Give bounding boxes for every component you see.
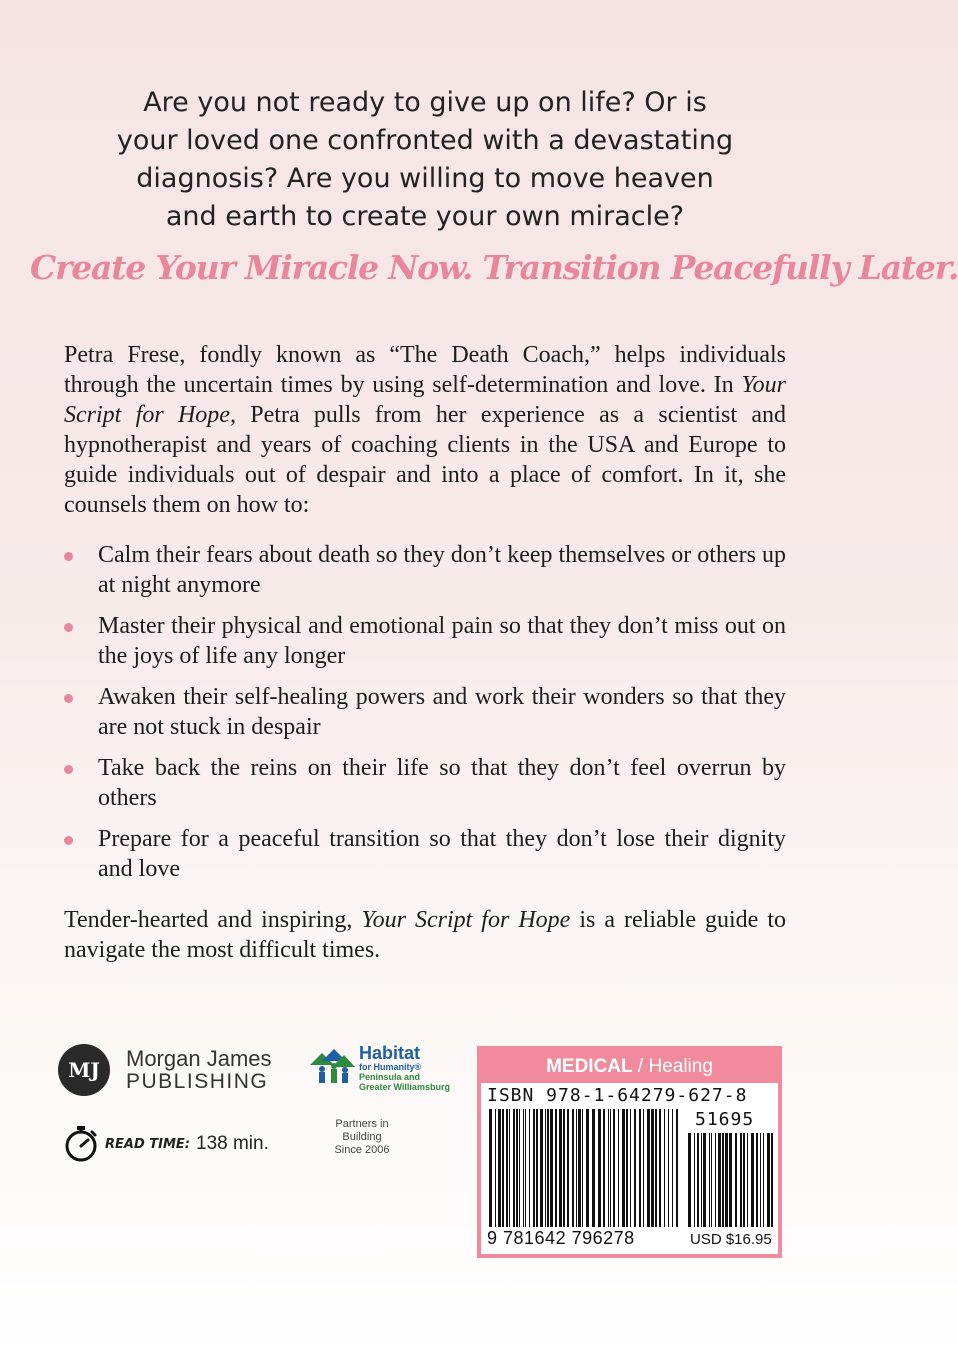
barcode-bar <box>672 1109 673 1227</box>
barcode-bar <box>592 1109 595 1227</box>
book-title: Your Script for Hope, <box>64 372 786 428</box>
closing-text: Tender-hearted and inspiring, <box>64 907 362 933</box>
description-text: Petra Frese, fondly known as “The Death Coach,” helps individuals through the uncertain times by using self-determination and love. In <box>64 342 786 398</box>
description-paragraph <box>64 340 786 520</box>
barcode-bar <box>550 1109 553 1227</box>
read-time <box>63 1125 269 1163</box>
barcode-bar <box>547 1109 549 1227</box>
category-sub: Healing <box>648 1056 713 1077</box>
barcode-bar <box>771 1133 773 1227</box>
read-time-value: 138 min. <box>196 1133 269 1154</box>
barcode-bar <box>743 1133 745 1227</box>
isbn-digits: 9 781642 796278 <box>487 1228 635 1248</box>
barcode-area <box>481 1083 778 1254</box>
barcode-bar <box>725 1133 728 1227</box>
barcode-bar <box>509 1109 510 1227</box>
barcode-bar <box>555 1109 557 1227</box>
barcode-bar <box>740 1133 742 1227</box>
barcode-bar <box>709 1133 710 1227</box>
barcode-bar <box>489 1109 492 1227</box>
price-barcode <box>688 1133 774 1227</box>
barcode-bar <box>626 1109 628 1227</box>
habitat-subtitle: for Humanity® <box>359 1062 422 1072</box>
barcode-bar <box>643 1109 644 1227</box>
barcode-bar <box>563 1109 565 1227</box>
barcode-bar <box>688 1133 691 1227</box>
barcode-bar <box>722 1133 724 1227</box>
barcode-bar <box>578 1109 581 1227</box>
benefits-list <box>64 540 786 895</box>
barcode-bar <box>586 1109 589 1227</box>
barcode-bar <box>567 1109 569 1227</box>
isbn-barcode <box>489 1109 679 1227</box>
barcode-bar <box>559 1109 562 1227</box>
list-item-text: Take back the reins on their life so that they don’t feel overrun by others <box>98 755 786 811</box>
barcode-bar <box>659 1109 661 1227</box>
list-item <box>64 611 786 671</box>
list-item-text: Master their physical and emotional pain so that they don’t miss out on the joys of life any longer <box>98 613 786 669</box>
barcode-bar <box>729 1133 732 1227</box>
barcode-bar <box>634 1109 636 1227</box>
list-item-text: Prepare for a peaceful transition so that they don’t lose their dignity and love <box>98 826 786 882</box>
barcode-bar <box>603 1109 605 1227</box>
closing-text: is a reliable guide to navigate the most difficult times. <box>64 907 786 963</box>
barcode-bar <box>495 1109 496 1227</box>
intro-line: and earth to create your own miracle? <box>165 201 685 232</box>
habitat-location: Peninsula and <box>359 1072 421 1082</box>
list-item <box>64 824 786 884</box>
bullet-dot-icon <box>64 623 73 632</box>
barcode-bar <box>763 1133 764 1227</box>
barcode-bar <box>718 1133 721 1227</box>
barcode-bar <box>540 1109 543 1227</box>
barcode-bar <box>598 1109 601 1227</box>
barcode-bar <box>536 1109 538 1227</box>
barcode-bar <box>668 1109 669 1227</box>
barcode-bar <box>701 1133 702 1227</box>
barcode-panel <box>477 1046 782 1258</box>
bullet-dot-icon <box>64 765 73 774</box>
barcode-bar <box>498 1109 501 1227</box>
barcode-bar <box>760 1133 761 1227</box>
barcode-bar <box>647 1109 650 1227</box>
intro-line: Are you not ready to give up on life? Or is <box>143 87 707 118</box>
barcode-bar <box>618 1109 619 1227</box>
barcode-bar <box>711 1133 712 1227</box>
stopwatch-icon <box>63 1125 101 1163</box>
isbn-text: ISBN 978-1-64279-627-8 <box>487 1085 748 1106</box>
habitat-logo <box>308 1045 458 1092</box>
barcode-bar <box>751 1133 754 1227</box>
tagline: Create Your Miracle Now. Transition Peacefully Later. <box>30 248 958 287</box>
barcode-bar <box>525 1109 526 1227</box>
barcode-bar <box>502 1109 504 1227</box>
barcode-bar <box>576 1109 577 1227</box>
bullet-dot-icon <box>64 836 73 845</box>
barcode-bar <box>613 1109 615 1227</box>
barcode-bar <box>735 1133 737 1227</box>
morgan-james-logo-icon: MJ <box>58 1044 110 1096</box>
barcode-bar <box>630 1109 631 1227</box>
price-label: USD $16.95 <box>690 1231 772 1248</box>
barcode-bar <box>703 1133 706 1227</box>
intro-question <box>90 84 760 236</box>
habitat-name: Habitat <box>359 1043 421 1063</box>
list-item-text: Awaken their self-healing powers and work their wonders so that they are not stuck in despair <box>98 684 786 740</box>
barcode-bar <box>694 1133 695 1227</box>
category-separator: / <box>632 1056 649 1077</box>
barcode-bar <box>622 1109 625 1227</box>
barcode-bar <box>697 1133 699 1227</box>
barcode-bar <box>676 1109 678 1227</box>
bullet-dot-icon <box>64 552 73 561</box>
intro-line: diagnosis? Are you willing to move heaven <box>136 163 714 194</box>
barcode-bar <box>608 1109 609 1227</box>
barcode-bar <box>519 1109 520 1227</box>
barcode-bar <box>767 1133 770 1227</box>
list-item <box>64 540 786 600</box>
barcode-bar <box>582 1109 583 1227</box>
list-item <box>64 682 786 742</box>
intro-line: your loved one confronted with a devastating <box>116 125 734 156</box>
description-text: Petra pulls from her experience as a scientist and hypnotherapist and years of coaching clients in the USA and Europe to guide individuals out of despair and into a place of comfort. In it, she counsels them on how to: <box>64 402 786 518</box>
barcode-bar <box>533 1109 535 1227</box>
barcode-bar <box>610 1109 611 1227</box>
closing-paragraph <box>64 905 786 965</box>
barcode-bar <box>715 1133 716 1227</box>
barcode-bar <box>516 1109 518 1227</box>
publisher-line1: Morgan James <box>126 1046 272 1071</box>
partners-note <box>322 1118 402 1157</box>
barcode-bar <box>572 1109 574 1227</box>
habitat-location: Greater Williamsburg <box>359 1082 450 1092</box>
barcode-bar <box>747 1133 748 1227</box>
barcode-bar <box>545 1109 546 1227</box>
barcode-bar <box>664 1109 665 1227</box>
list-item-text: Calm their fears about death so they don’t keep themselves or others up at night anymore <box>98 542 786 598</box>
category-label <box>477 1056 782 1078</box>
publisher-name <box>126 1047 272 1093</box>
barcode-bar <box>529 1109 530 1227</box>
barcode-bar <box>651 1109 654 1227</box>
barcode-bar <box>523 1109 524 1227</box>
list-item <box>64 753 786 813</box>
barcode-bar <box>655 1109 657 1227</box>
price-code: 51695 <box>695 1109 755 1130</box>
barcode-bar <box>513 1109 515 1227</box>
bullet-dot-icon <box>64 694 73 703</box>
barcode-bar <box>506 1109 508 1227</box>
habitat-house-icon <box>308 1045 356 1085</box>
book-title: Your Script for Hope <box>361 907 571 933</box>
barcode-bar <box>756 1133 758 1227</box>
partners-line: Since 2006 <box>334 1144 390 1156</box>
publisher-line2: PUBLISHING <box>126 1070 269 1093</box>
category-main: MEDICAL <box>546 1056 633 1077</box>
read-time-label: READ TIME: <box>105 1136 190 1152</box>
partners-line: Partners in Building <box>335 1118 389 1143</box>
barcode-bar <box>639 1109 641 1227</box>
